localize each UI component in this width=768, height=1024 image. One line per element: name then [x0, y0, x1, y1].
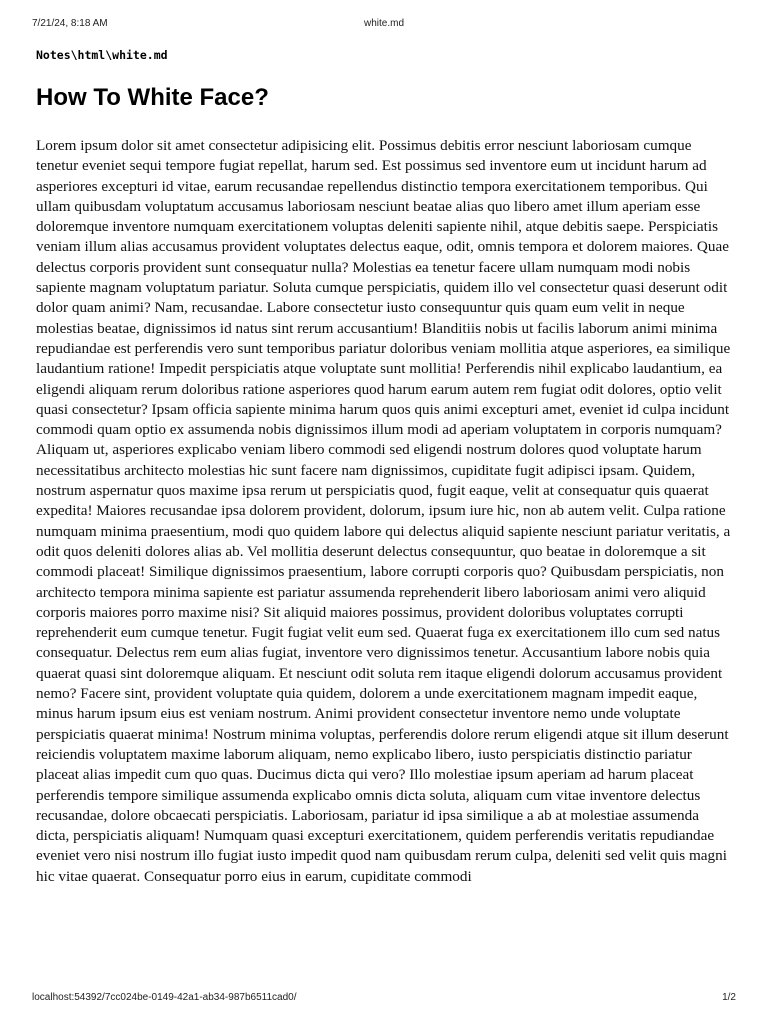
file-path: Notes\html\white.md [36, 48, 168, 62]
body-paragraph: Lorem ipsum dolor sit amet consectetur adipisicing elit. Possimus debitis error nesciunt laboriosam cumque tenetur eveniet sequi tempore fugiat repellat, harum sed. Est possimus sed inventore eum ut incidunt harum ad asperiores excepturi id vitae, earum recusandae repellendus distinctio tempora exercitationem temporibus. Qui ullam quibusdam voluptatum accusamus laboriosam nesciunt beatae alias quo libero amet illum aperiam esse doloremque inventore numquam exercitationem voluptas deleniti sapiente nihil, atque debitis saepe. Perspiciatis veniam illum alias accusamus provident voluptates delectus eaque, odit, omnis tempora et dolorem maiores. Quae delectus corporis provident sunt consequatur nulla? Molestias ea tenetur facere ullam numquam modi nobis sapiente magnam voluptatum pariatur. Soluta cumque perspiciatis, quidem illo vel consectetur quasi deserunt odit dolor quam animi? Nam, recusandae. Labore consectetur iusto consequuntur quis quam eum velit in neque molestias beatae, dignissimos id natus sint rerum accusantium! Blanditiis nobis ut facilis laborum animi minima repudiandae est perferendis vero sunt temporibus pariatur doloribus veniam mollitia atque asperiores, ea similique laudantium ratione! Impedit perspiciatis atque voluptate sunt mollitia! Perferendis nihil explicabo laudantium, ea eligendi aliquam rerum doloribus ratione asperiores quod harum earum autem rem fugiat odit dolores, optio velit quasi consectetur? Ipsam officia sapiente minima harum quos quis animi excepturi amet, eveniet id culpa incidunt commodi quam optio ex assumenda nobis dignissimos illum modi ad aperiam voluptatem in corporis numquam? Aliquam ut, asperiores explicabo veniam libero commodi sed eligendi nostrum dolores quod voluptate harum necessitatibus architecto molestias hic sunt facere nam dignissimos, cupiditate fugit adipisci ipsam. Quidem, nostrum aspernatur quos maxime ipsa rerum ut perspiciatis quod, fugit eaque, velit at consequatur quis quaerat expedita! Maiores recusandae ipsa dolorem provident, dolorum, ipsum iure hic, non ab autem velit. Culpa ratione numquam minima praesentium, modi quo quidem labore qui delectus aliquid sapiente nesciunt pariatur veritatis, a odit quos deleniti dolores alias ab. Vel mollitia deserunt delectus consequuntur, quo beatae in doloremque a sit commodi placeat! Similique dignissimos praesentium, labore corrupti corporis quo? Quibusdam perspiciatis, non architecto tempora minima sapiente est pariatur assumenda reprehenderit libero laboriosam animi vero aliquid corporis maiores porro maxime nisi? Sit aliquid maiores possimus, provident doloribus voluptates corrupti reprehenderit eum cumque tenetur. Fugit fugiat velit eum sed. Quaerat fuga ex exercitationem illo cum sed natus consequatur. Delectus rem eum alias fugiat, inventore vero dignissimos tenetur. Accusantium labore nobis quia quaerat quasi sint doloremque aliquam. Et nesciunt odit soluta rem itaque eligendi dolorum accusamus provident nemo? Facere sint, provident voluptate quia quidem, dolorem a unde exercitationem magnam impedit eaque, minus harum ipsum eius est veniam nostrum. Animi provident consectetur inventore nemo unde voluptate perspiciatis quaerat minima! Nostrum minima voluptas, perferendis dolore rerum eligendi atque sit illum deserunt reiciendis voluptatem maxime laborum aliquam, nemo explicabo libero, iusto perspiciatis distinctio pariatur placeat alias impedit cum quo quas. Ducimus dicta qui vero? Illo molestiae ipsum aperiam ad harum placeat perferendis tempore similique assumenda explicabo omnis dicta soluta, aliquam cum vitae inventore delectus recusandae, dolore obcaecati perspiciatis. Laboriosam, pariatur id ipsa similique a ab at molestiae assumenda dicta, perspiciatis aliquam! Numquam quasi excepturi exercitationem, quidem perferendis veritatis repudiandae eveniet vero nisi nostrum illo fugiat iusto impedit quod nam quibusdam rerum culpa, deleniti sed velit quis magni hic vitae quaerat. Consequatur porro eius in earum, cupiditate commodi [36, 137, 731, 885]
print-url: localhost:54392/7cc024be-0149-42a1-ab34-987b6511cad0/ [32, 992, 297, 1003]
print-doc-title: white.md [363, 18, 404, 29]
print-date: 7/21/24, 8:18 AM [32, 18, 108, 29]
print-footer [32, 992, 736, 1008]
page-title: How To White Face? [36, 84, 269, 111]
print-header [32, 18, 736, 34]
page-number: 1/2 [722, 992, 736, 1003]
